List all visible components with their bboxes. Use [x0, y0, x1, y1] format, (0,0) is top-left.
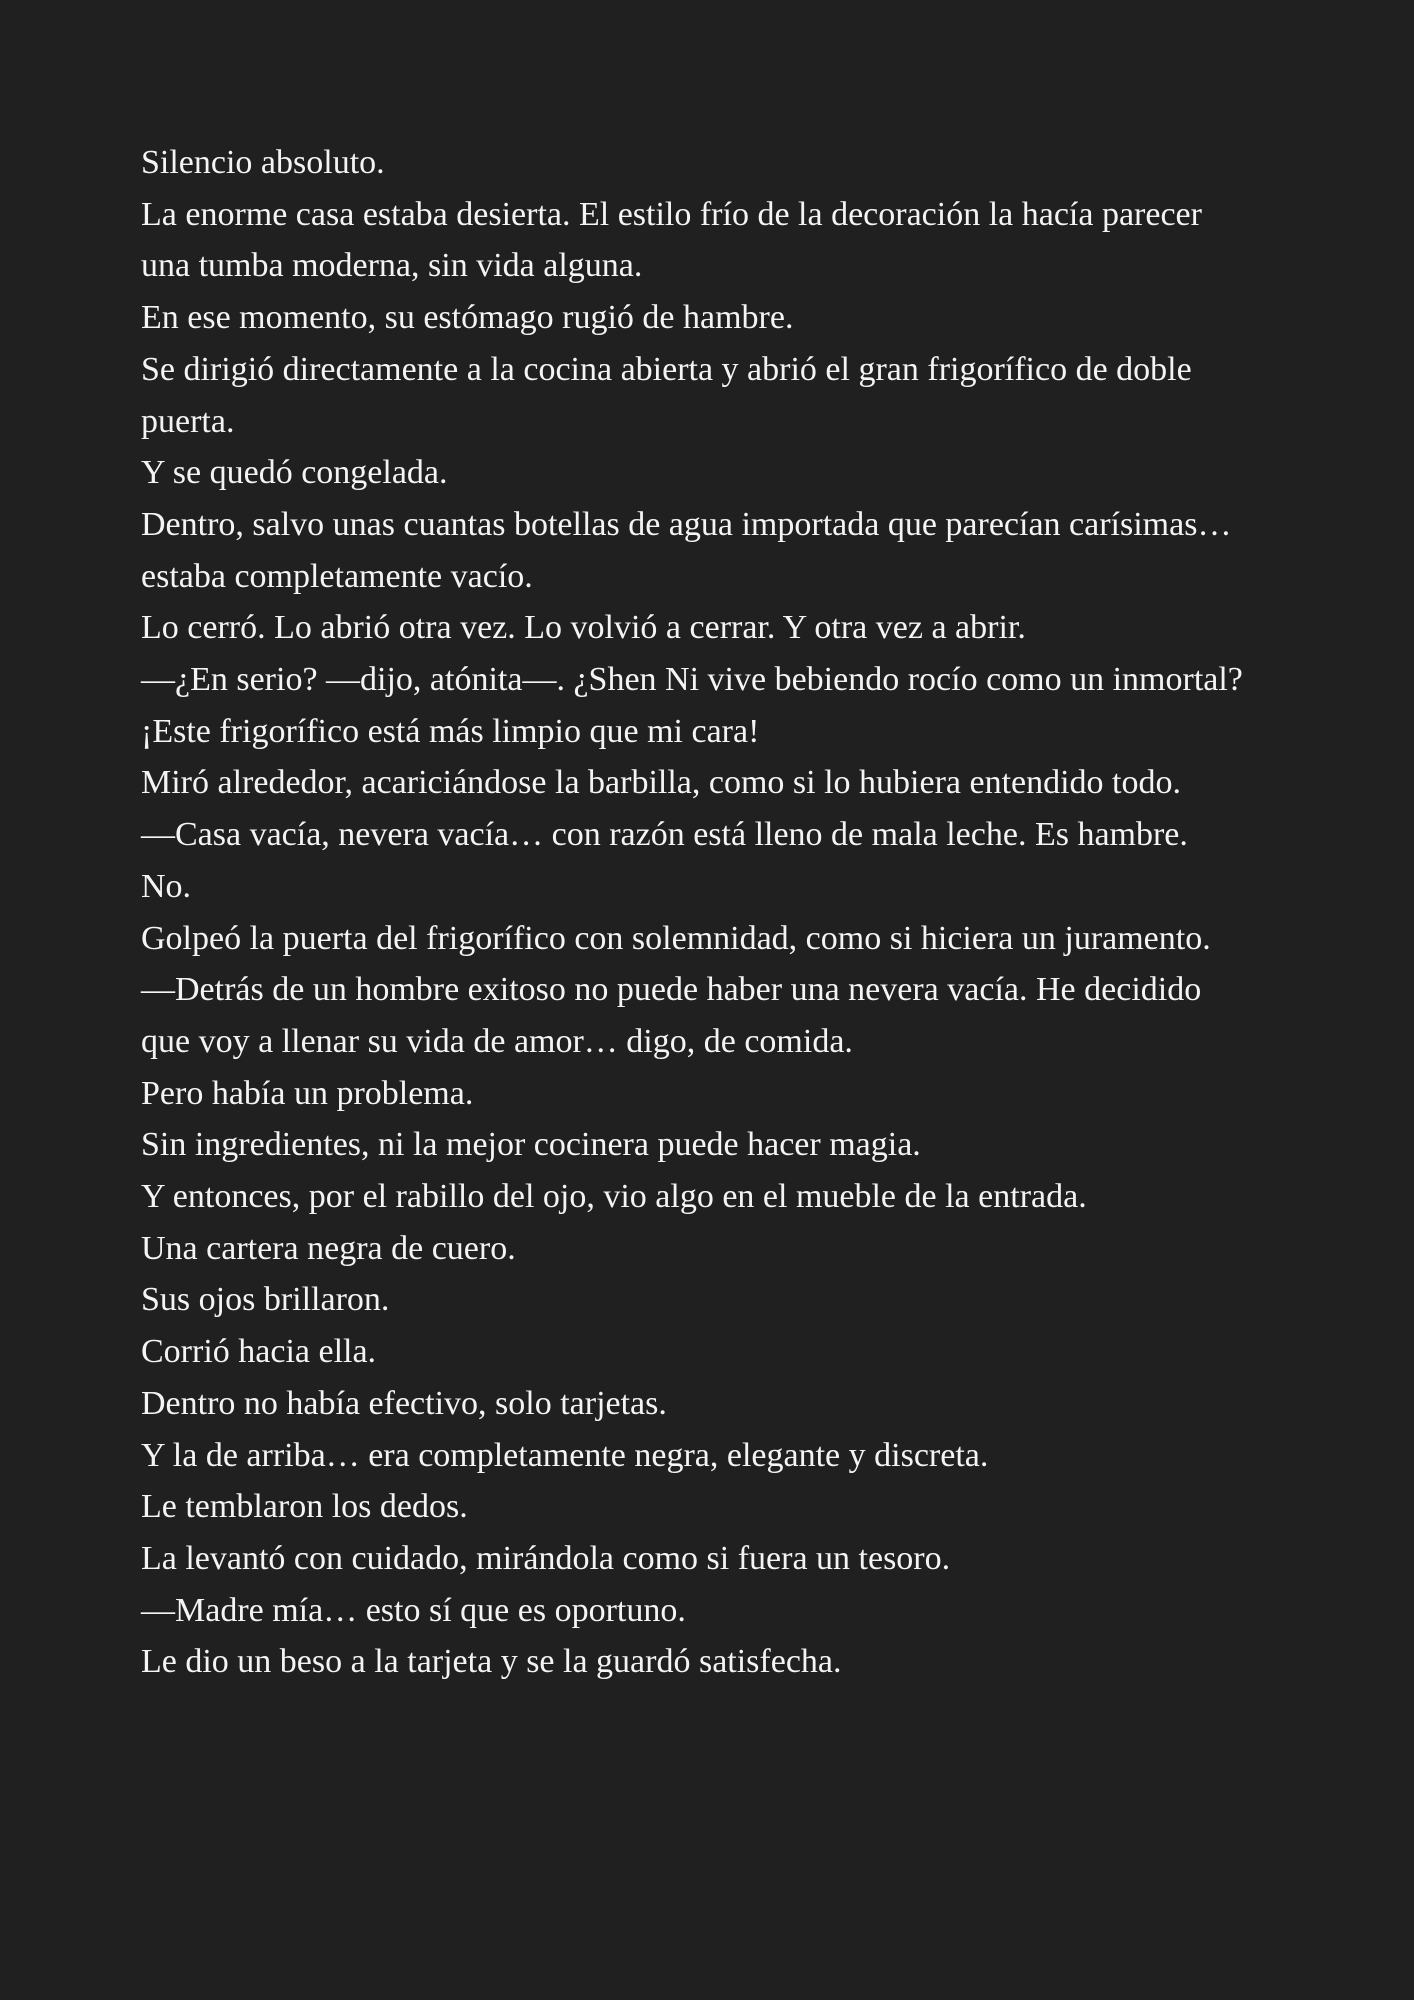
paragraph: Dentro no había efectivo, solo tarjetas. [141, 1384, 667, 1422]
paragraph: Y la de arriba… era completamente negra, elegante y discreta. [141, 1436, 989, 1474]
paragraph: Lo cerró. Lo abrió otra vez. Lo volvió a cerrar. Y otra vez a abrir. [141, 609, 1026, 647]
paragraph: Le temblaron los dedos. [141, 1488, 468, 1526]
paragraph: Corrió hacia ella. [141, 1333, 377, 1371]
paragraph: En ese momento, su estómago rugió de hambre. [141, 299, 794, 337]
paragraph: Sus ojos brillaron. [141, 1281, 390, 1319]
paragraph: La levantó con cuidado, mirándola como si fuera un tesoro. [141, 1539, 951, 1577]
reading-page [141, 137, 1251, 1688]
paragraph: Silencio absoluto. [141, 144, 385, 181]
paragraph: —Detrás de un hombre exitoso no puede haber una nevera vacía. He decidido que voy a llenar su vida de amor… digo, de comida. [141, 971, 1202, 1060]
paragraph: Y entonces, por el rabillo del ojo, vio algo en el mueble de la entrada. [141, 1178, 1087, 1216]
paragraph: Miró alrededor, acariciándose la barbilla, como si lo hubiera entendido todo. [141, 764, 1182, 802]
paragraph: Se dirigió directamente a la cocina abierta y abrió el gran frigorífico de doble puerta. [141, 350, 1192, 440]
paragraph: La enorme casa estaba desierta. El estilo frío de la decoración la hacía parecer una tumba moderna, sin vida alguna. [141, 195, 1202, 285]
paragraph: No. [141, 867, 192, 905]
paragraph: —Casa vacía, nevera vacía… con razón está lleno de mala leche. Es hambre. [141, 816, 1188, 854]
paragraph: Dentro, salvo unas cuantas botellas de agua importada que parecían carísimas… estaba completamente vacío. [141, 505, 1232, 595]
paragraph: Sin ingredientes, ni la mejor cocinera puede hacer magia. [141, 1126, 921, 1164]
paragraph: —¿En serio? —dijo, atónita—. ¿Shen Ni vive bebiendo rocío como un inmortal? ¡Este frigorífico está más limpio que mi cara! [141, 661, 1243, 750]
paragraph: Golpeó la puerta del frigorífico con solemnidad, como si hiciera un juramento. [141, 919, 1211, 957]
paragraph: —Madre mía… esto sí que es oportuno. [141, 1591, 686, 1629]
paragraph: Le dio un beso a la tarjeta y se la guardó satisfecha. [141, 1643, 842, 1681]
paragraph: Una cartera negra de cuero. [141, 1229, 516, 1267]
paragraph: Pero había un problema. [141, 1074, 474, 1112]
paragraph: Y se quedó congelada. [141, 454, 448, 492]
